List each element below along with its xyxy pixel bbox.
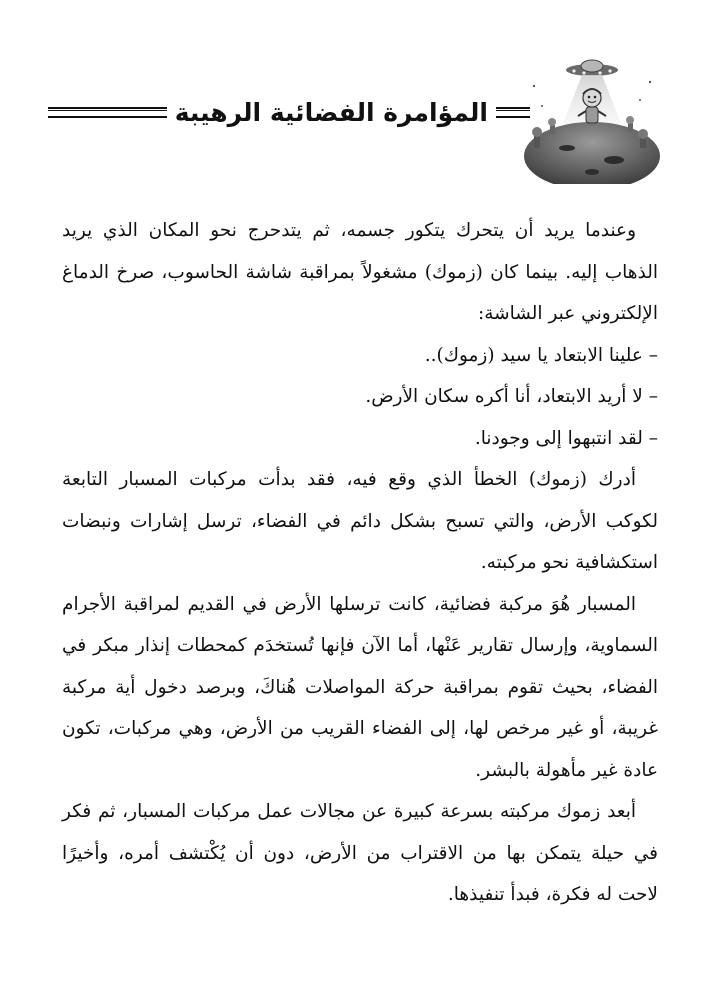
page-title: المؤامرة الفضائية الرهيبة bbox=[174, 97, 488, 127]
paragraph: أبعد زموك مركبته بسرعة كبيرة عن مجالات عمل مركبات المسبار، ثم فكر في حيلة يتمكن بها من الاقتراب من الأرض، دون أن يُكْتشف أمره، وأخيرًا لاحت له فكرة، فبدأ تنفيذها. bbox=[62, 801, 658, 905]
dialogue-line: – لقد انتبهوا إلى وجودنا. bbox=[474, 427, 658, 449]
space-scene-illustration bbox=[522, 56, 662, 184]
story-text bbox=[62, 210, 658, 916]
title-rule-right bbox=[496, 107, 530, 118]
chapter-header bbox=[40, 56, 680, 186]
title-row bbox=[48, 92, 530, 132]
paragraph: المسبار هُوَ مركبة فضائية، كانت ترسلها الأرض في القديم لمراقبة الأجرام السماوية، وإرسال تقارير عَنْها، أما الآن فإنها تُستخدَم كمحطات إنذار مبكر في الفضاء، بحيث تقوم بمراقبة حركة المواصلات هُناكَ، وبرصد دخول أية مركبة غريبة، أو غير مرخص لها، إلى الفضاء القريب من الأرض، وهي مركبات، تكون عادة غير مأهولة بالبشر. bbox=[62, 593, 658, 781]
paragraph: أدرك (زموك) الخطأ الذي وقع فيه، فقد بدأت مركبات المسبار التابعة لكوكب الأرض، والتي تسبح بشكل دائم في الفضاء، ترسل إشارات ونبضات استكشافية نحو مركبته. bbox=[62, 469, 658, 573]
title-rule-left bbox=[48, 107, 167, 118]
paragraph: وعندما يريد أن يتحرك يتكور جسمه، ثم يتدحرج نحو المكان الذي يريد الذهاب إليه. بينما كان (زموك) مشغولاً بمراقبة شاشة الحاسوب، صرخ الدماغ الإلكتروني عبر الشاشة: bbox=[62, 220, 658, 324]
dialogue-line: – علينا الابتعاد يا سيد (زموك).. bbox=[424, 344, 658, 366]
dialogue-line: – لا أريد الابتعاد، أنا أكره سكان الأرض. bbox=[365, 386, 658, 407]
